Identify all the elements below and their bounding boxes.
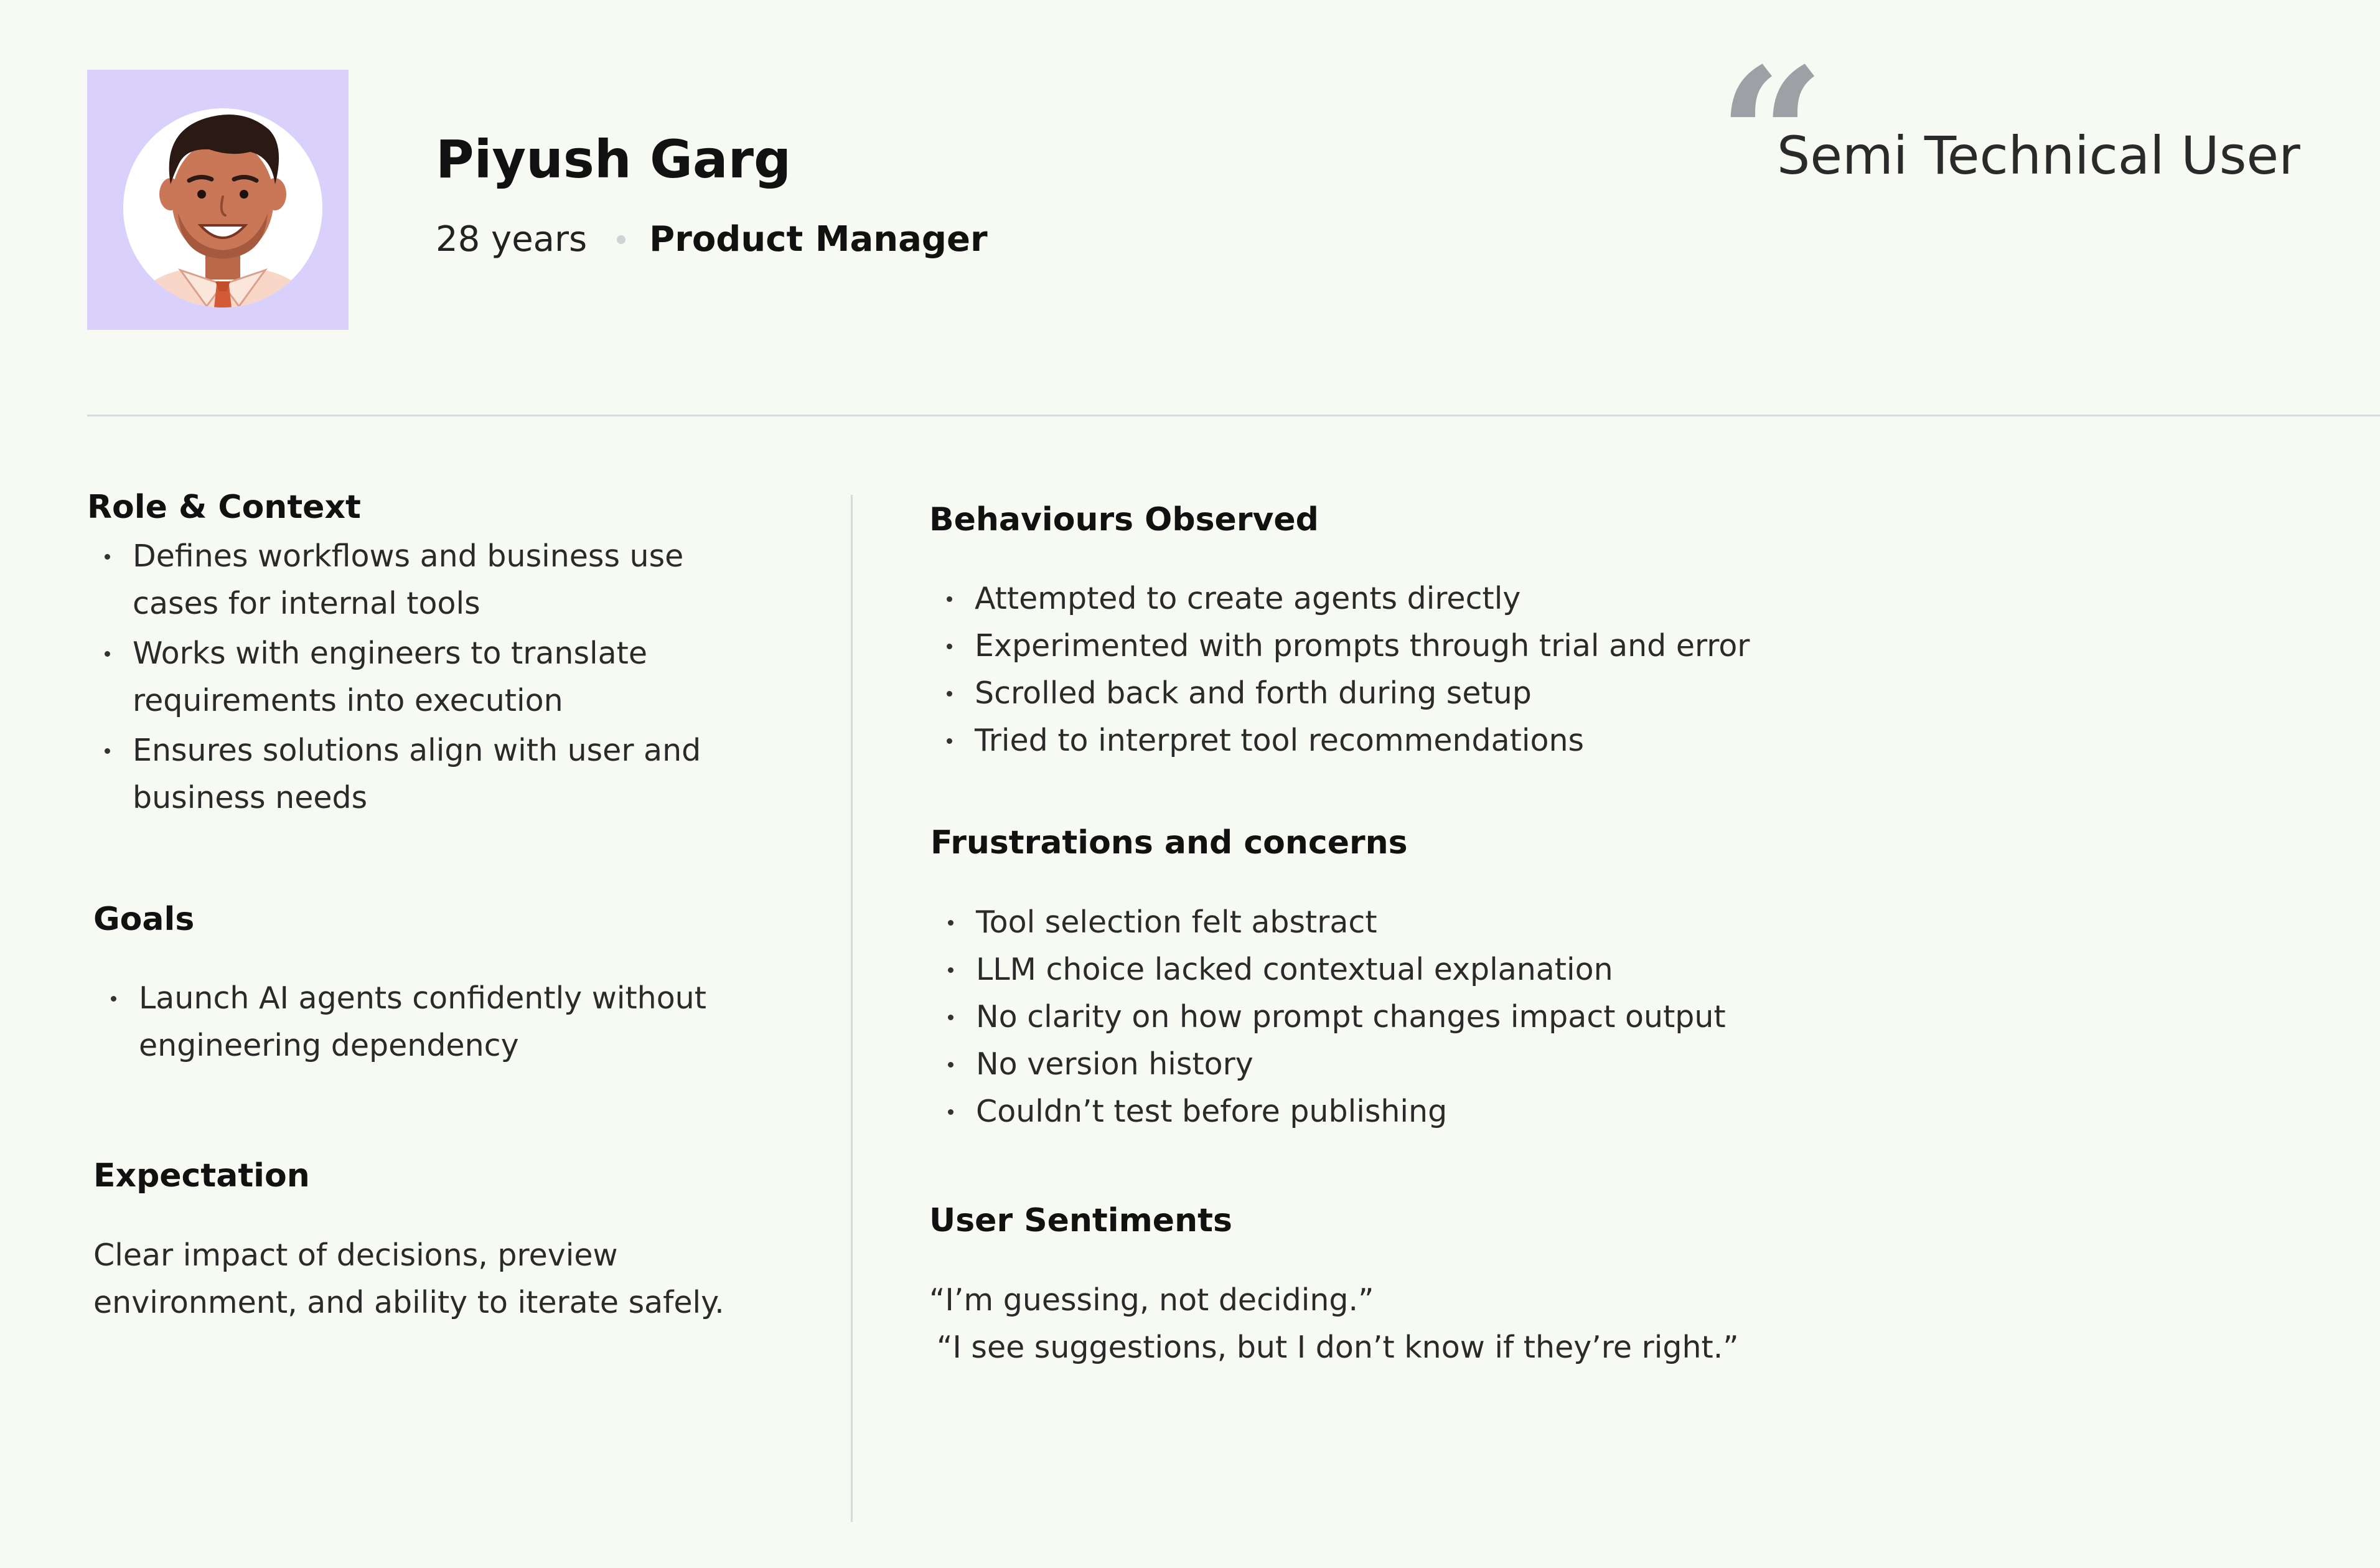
persona-role: Product Manager [649, 219, 988, 260]
sentiment-quote: “I see suggestions, but I don’t know if they’re right.” [937, 1330, 1739, 1365]
behaviours-heading: Behaviours Observed [929, 501, 1319, 538]
goals-list [93, 975, 716, 1072]
expectation-text: Clear impact of decisions, preview environment, and ability to iterate safely. [93, 1237, 724, 1320]
persona-meta [436, 219, 988, 260]
list-item: Experimented with prompts through trial and error [929, 622, 1925, 670]
sentiment-quote: “I’m guessing, not deciding.” [929, 1282, 1374, 1318]
list-item: LLM choice lacked contextual explanation [930, 946, 1926, 993]
list-item: Ensures solutions align with user and business needs [87, 727, 766, 822]
list-item: No version history [930, 1041, 1926, 1088]
list-item: Works with engineers to translate requirements into execution [87, 630, 766, 725]
header-divider [87, 415, 2380, 416]
persona-type: Semi Technical User [1777, 125, 2300, 186]
list-item: No clarity on how prompt changes impact output [930, 993, 1926, 1041]
quote-icon: “ [1718, 27, 1825, 246]
role-context-list [87, 533, 766, 824]
column-divider [851, 495, 853, 1522]
list-item: Tried to interpret tool recommendations [929, 717, 1925, 764]
frustrations-heading: Frustrations and concerns [930, 824, 1408, 861]
list-item: Attempted to create agents directly [929, 575, 1925, 622]
goals-heading: Goals [93, 901, 195, 938]
avatar-illustration [87, 70, 349, 330]
persona-age: 28 years [436, 219, 588, 260]
sentiments-heading: User Sentiments [929, 1202, 1232, 1239]
role-context-heading: Role & Context [87, 489, 361, 526]
list-item: Launch AI agents confidently without engineering dependency [93, 975, 716, 1069]
behaviours-list [929, 575, 1925, 764]
list-item: Scrolled back and forth during setup [929, 670, 1925, 717]
frustrations-list [930, 899, 1926, 1135]
expectation-heading: Expectation [93, 1157, 310, 1195]
avatar [87, 70, 349, 330]
list-item: Couldn’t test before publishing [930, 1088, 1926, 1135]
separator-dot-icon [617, 235, 625, 244]
list-item: Defines workflows and business use cases for internal tools [87, 533, 766, 627]
list-item: Tool selection felt abstract [930, 899, 1926, 946]
persona-name: Piyush Garg [436, 129, 792, 190]
